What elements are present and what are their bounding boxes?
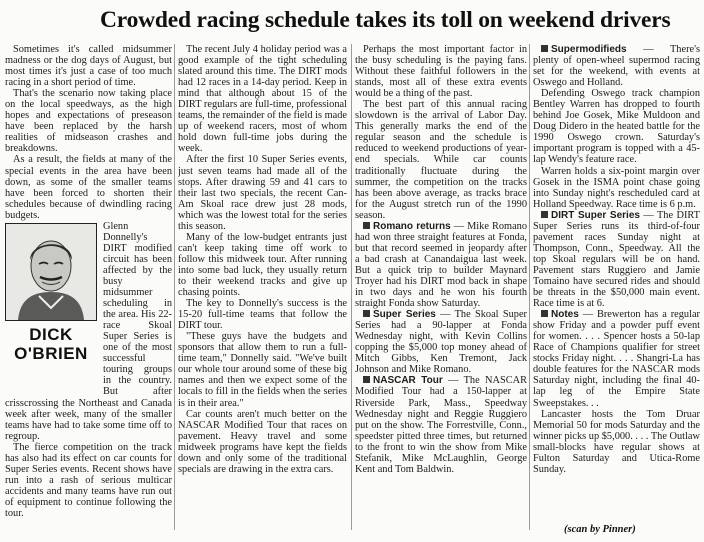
paragraph: Car counts aren't much better on the NASCAR Modified Tour that races on pavement. Heavy travel and some midweek programs have kept the fields down and only some of the traditional specials are drawing in the extra cars. xyxy=(178,408,347,475)
paragraph: As a result, the fields at many of the special events in the area have been down, as some of the smaller teams have been forced to shorten their schedules because of dwindling racing budgets. xyxy=(5,154,172,221)
columnist-photo-box xyxy=(5,223,97,393)
paragraph: Glenn Donnelly's DIRT modified circuit has been affected by the busy midsummer scheduling in the area. His 22-race Skoal Super Series is one of the most successful touring groups in the country. But after crisscrossing the Northeast and Canada week after week, many of the smaller teams have had to take some time off to regroup. xyxy=(5,220,172,442)
note-item xyxy=(355,375,527,474)
column-3 xyxy=(355,44,527,534)
paragraph: "These guys have the budgets and sponsors that allow them to run a full-time team," Donnelly said. "We've built our whole tour around some of these big names and then we expect some of the locals to fill in the fields when the series is in their area." xyxy=(178,331,347,409)
column-rule xyxy=(351,44,352,530)
headline: Crowded racing schedule takes its toll on weekend drivers xyxy=(100,7,671,33)
scan-credit: (scan by Pinner) xyxy=(564,524,636,535)
bullet-square-icon xyxy=(363,376,370,383)
paragraph: The key to Donnelly's success is the 15-20 full-time teams that follow the DIRT tour. xyxy=(178,298,347,332)
column-2 xyxy=(178,44,347,534)
column-1 xyxy=(5,44,172,532)
paragraph: Lancaster hosts the Tom Druar Memorial 50 for mods Saturday and the winner picks up $5,000. . . . The Outlaw small-blocks have regular shows at Fulton Saturday and Utica-Rome Sunday. xyxy=(533,408,700,475)
column-rule xyxy=(529,44,530,530)
paragraph: Perhaps the most important factor in the busy scheduling is the paying fans. Without these faithful followers in the stands, most all of these extra events would be a thing of the past. xyxy=(355,44,527,100)
note-text: — The DIRT Super Series runs its third-of-four pavement races Sunday night at Thompson, Conn., Speedway. All the top Skoal regulars will be on hand. Pavement stars Ruggiero and Jamie Tomaino have secured rides and should be threats in the $50,000 main event. Race time is at 6. xyxy=(533,209,700,310)
paragraph: Sometimes it's called midsummer madness or the dog days of August, but most times it's just a case of too much racing in a short period of time. xyxy=(5,44,172,89)
note-label: Super Series xyxy=(373,309,436,321)
column-4 xyxy=(533,44,700,534)
bullet-square-icon xyxy=(541,45,548,52)
bullet-square-icon xyxy=(363,310,370,317)
note-text: — There's plenty of open-wheel supermod racing set for the weekend, with events at Oswego and Holland. xyxy=(533,44,700,89)
paragraph: That's the scenario now taking place on the local speedways, as the high hopes and expectations of preseason have been replaced by the harsh realities of midseason crashes and breakdowns. xyxy=(5,88,172,155)
note-text: — The Skoal Super Series had a 90-lapper at Fonda Wednesday night, with Kevin Collins copping the $5,000 top money ahead of Mitch Gibbs, Ken Tremont, Jack Johnson and Mike Romano. xyxy=(355,309,527,376)
note-item xyxy=(533,210,700,309)
note-text: — The NASCAR Modified Tour had a 150-lapper at Riverside Park, Mass., Speedway Wednesday night and Reggie Ruggiero put on the show. The Forrestville, Conn., speedster pitted three times, but returned to the front to win the show from Mike Stefanik, Mike McLaughlin, George Kent and Tom Baldwin. xyxy=(355,375,527,475)
bullet-square-icon xyxy=(541,310,548,317)
note-label: NASCAR Tour xyxy=(373,375,443,387)
note-text: — Brewerton has a regular show Friday and a powder puff event for women. . . . Spencer hosts a 50-lap Race of Champions qualifier for street stocks Friday night. . . . Shangri-La has double features for the NASCAR mods Saturday night, including the final 40-lap leg of the Empire State Sweepstakes. . . xyxy=(533,309,700,409)
note-label: Notes xyxy=(551,309,579,321)
bullet-square-icon xyxy=(363,222,370,229)
paragraph: The best part of this annual racing slowdown is the arrival of Labor Day. This generally marks the end of the regular season and the schedule is reduced to weekend productions of year-end specials. While car counts traditionally fluctuate during the summer, the competition on the tracks has been above average, as tracks brace for the August stretch run of the 1990 season. xyxy=(355,99,527,221)
note-item xyxy=(533,309,700,408)
paragraph: The recent July 4 holiday period was a good example of the tight scheduling slated around this time. The DIRT mods had 12 races in a 14-day period. Keep in mind that although about 15 of the DIRT regulars are full-time, professional teams, the remainder of the field is made up of weekend racers, most of whom hold down full-time jobs during the week. xyxy=(178,44,347,155)
column-rule xyxy=(174,44,175,530)
note-text: — Mike Romano had won three straight features at Fonda, but that record seemed in jeopardy after a bad crash at Canandaigua last week. But a quick trip to builder Maynard Troyer had his DIRT mod back in shape in two days and he won his fourth straight Fonda show Saturday. xyxy=(355,220,527,310)
paragraph: After the first 10 Super Series events, just seven teams had made all of the stops. After drawing 59 and 41 cars to their last two specials, the recent Can-Am Skoal race drew just 28 mods, which was the lowest total for the series this season. xyxy=(178,154,347,232)
note-label: Romano returns xyxy=(373,220,451,232)
note-label: DIRT Super Series xyxy=(551,209,640,221)
paragraph: The fierce competition on the track has also had its effect on car counts for Super Series events. Recent shows have run into a rash of serious multicar accidents and many teams have run out of equipment to continue following the tour. xyxy=(5,441,172,519)
columnist-photo xyxy=(5,223,97,321)
note-item xyxy=(355,221,527,309)
paragraph: Defending Oswego track champion Bentley Warren has dropped to fourth behind Joe Gosek, Mike Muldoon and Doug Didero in the heated battle for the 1990 Oswego crown. Saturday's important program is topped with a 45-lap Wendy's feature race. xyxy=(533,88,700,166)
note-item xyxy=(355,309,527,375)
paragraph: Warren holds a six-point margin over Gosek in the ISMA point chase going into Sunday night's rescheduled card at Holland Speedway. Race time is 6 p.m. xyxy=(533,165,700,210)
columnist-first-name: DICK xyxy=(29,324,73,344)
note-item xyxy=(533,44,700,88)
columnist-last-name: O'BRIEN xyxy=(14,343,88,363)
bullet-square-icon xyxy=(541,211,548,218)
columnist-byline xyxy=(5,325,97,363)
note-label: Supermodifieds xyxy=(551,44,627,55)
paragraph: Many of the low-budget entrants just can't keep taking time off work to follow this midweek tour. After running into some bad luck, they usually return to their weekend tracks and give up chasing points. xyxy=(178,231,347,299)
